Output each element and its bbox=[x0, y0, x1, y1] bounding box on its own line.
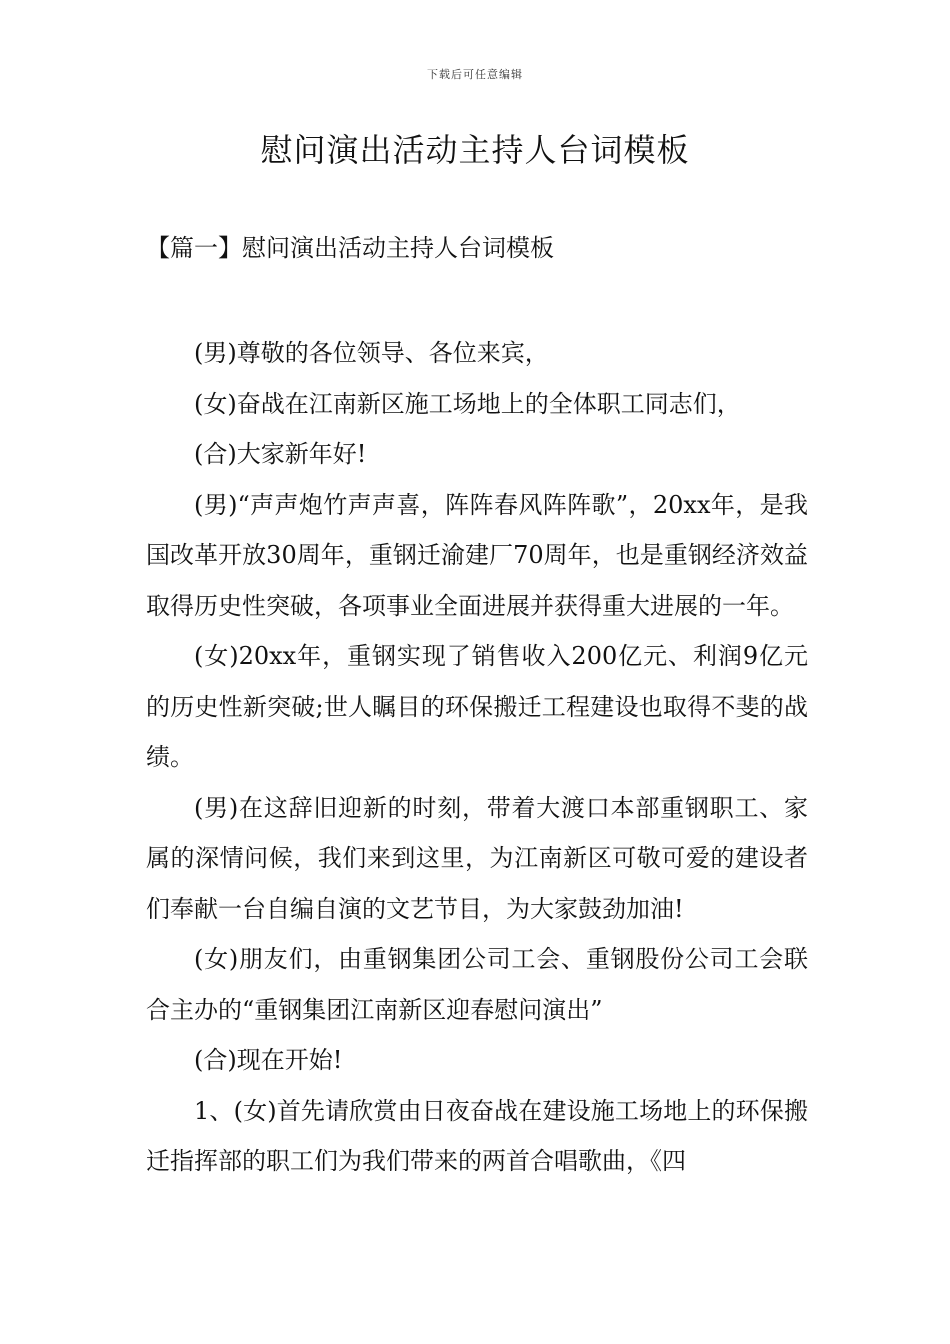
paragraph: (男)在这辞旧迎新的时刻，带着大渡口本部重钢职工、家属的深情问候，我们来到这里，为江南新区可敬可爱的建设者们奉献一台自编自演的文艺节目，为大家鼓劲加油! bbox=[146, 793, 808, 923]
paragraph: (男)尊敬的各位领导、各位来宾， bbox=[194, 339, 549, 367]
body-text bbox=[146, 328, 808, 1187]
paragraph: (女)20xx年，重钢实现了销售收入200亿元、利润9亿元的历史性新突破;世人瞩目的环保搬迁工程建设也取得不斐的战绩。 bbox=[146, 642, 808, 771]
header-note: 下载后可任意编辑 bbox=[427, 68, 523, 81]
paragraph: 1、(女)首先请欣赏由日夜奋战在建设施工场地上的环保搬迁指挥部的职工们为我们带来的两首合唱歌曲，《四 bbox=[146, 1096, 808, 1175]
paragraph: (男)“声声炮竹声声喜，阵阵春风阵阵歌”，20xx年，是我国改革开放30周年，重钢迁渝建厂70周年，也是重钢经济效益取得历史性突破，各项事业全面进展并获得重大进展的一年。 bbox=[146, 490, 808, 620]
paragraph: (女)奋战在江南新区施工场地上的全体职工同志们， bbox=[194, 389, 741, 418]
paragraph: (女)朋友们，由重钢集团公司工会、重钢股份公司工会联合主办的“重钢集团江南新区迎春慰问演出” bbox=[146, 945, 808, 1024]
paragraph: (合)大家新年好! bbox=[194, 440, 367, 468]
document-title: 慰问演出活动主持人台词模板 bbox=[260, 131, 690, 169]
paragraph: (合)现在开始! bbox=[194, 1046, 343, 1074]
section-heading: 【篇一】慰问演出活动主持人台词模板 bbox=[146, 234, 554, 262]
